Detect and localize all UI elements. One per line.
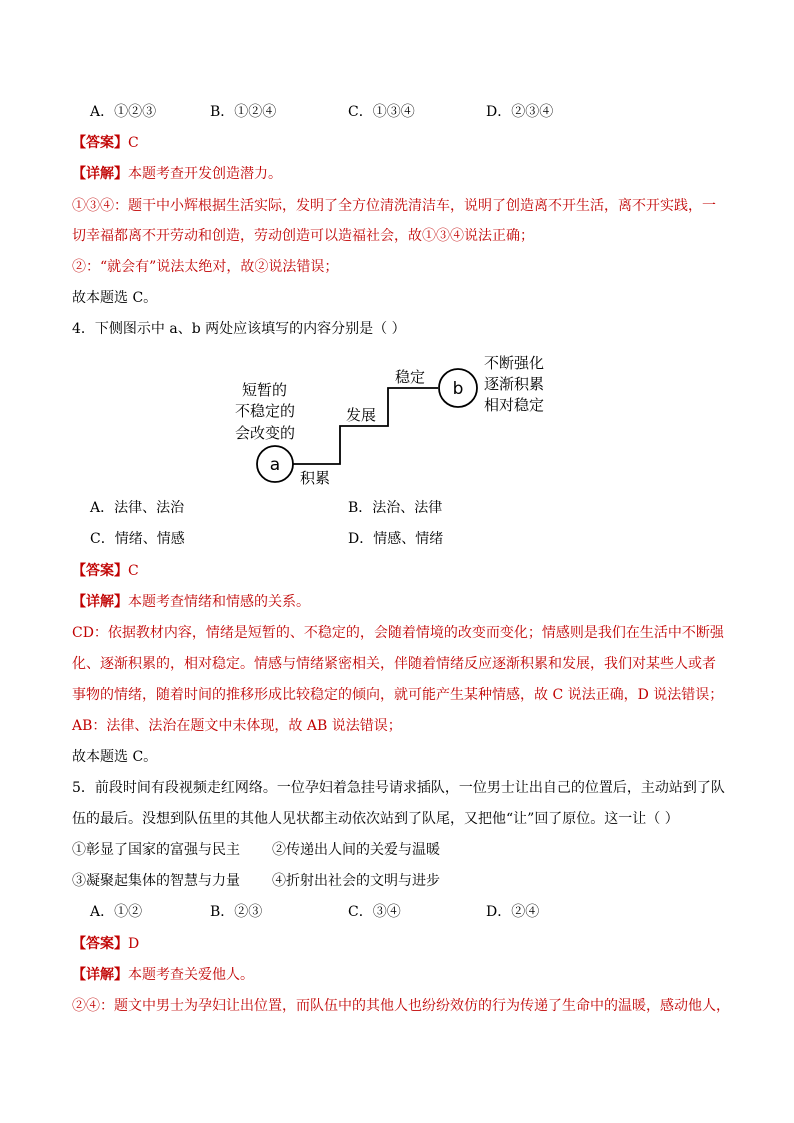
detail-tag: 【详解】: [72, 967, 128, 983]
right-text-line: 相对稳定: [484, 396, 545, 414]
step-develop-label: 发展: [346, 406, 377, 424]
q5-statement-1: ①彰显了国家的富强与民主: [72, 842, 240, 858]
q5-statement-3: ③凝聚起集体的智慧与力量: [72, 873, 240, 889]
detail-text: 本题考查关爱他人。: [128, 967, 254, 983]
answer-tag: 【答案】: [72, 563, 128, 579]
q4-option-d: D．情感、情绪: [348, 531, 444, 547]
node-b-label: b: [452, 379, 464, 399]
q3-answer: [72, 133, 139, 153]
answer-tag: 【答案】: [72, 936, 128, 952]
q4-stem: 4．下侧图示中 a、b 两处应该填写的内容分别是（ ）: [72, 321, 406, 337]
answer-value: C: [128, 563, 139, 579]
left-text-line: 不稳定的: [235, 402, 296, 420]
q4-option-b: B．法治、法律: [348, 500, 443, 516]
q4-option-a: A．法律、法治: [90, 500, 185, 516]
q4-diagram: [220, 348, 570, 488]
q5-statement-2: ②传递出人间的关爱与温暖: [272, 842, 440, 858]
answer-value: C: [128, 135, 139, 151]
q4-explanation-line: CD：依据教材内容，情绪是短暂的、不稳定的，会随着情境的改变而变化；情感则是我们在生活中不断强: [72, 625, 724, 641]
q4-option-c: C．情绪、情感: [90, 531, 185, 547]
q5-detail: [72, 965, 254, 985]
q3-option-a: A．①②③: [90, 104, 157, 120]
q5-option-b: B．②③: [210, 904, 263, 920]
q3-explanation-line: ②：“就会有”说法太绝对，故②说法错误；: [72, 259, 339, 275]
q3-explanation-line: 切幸福都离不开劳动和创造，劳动创造可以造福社会，故①③④说法正确；: [72, 228, 534, 244]
left-text-line: 短暂的: [242, 381, 288, 399]
q4-answer: [72, 561, 139, 581]
q3-option-b: B．①②④: [210, 104, 277, 120]
q3-option-d: D．②③④: [486, 104, 554, 120]
q3-detail: [72, 164, 282, 184]
detail-tag: 【详解】: [72, 166, 128, 182]
answer-value: D: [128, 936, 140, 952]
q4-explanation-line: 化、逐渐积累的，相对稳定。情感与情绪紧密相关，伴随着情绪反应逐渐积累和发展，我们对某些人或者: [72, 656, 716, 672]
detail-tag: 【详解】: [72, 594, 128, 610]
q3-conclusion: 故本题选 C。: [72, 290, 158, 306]
q5-explanation-line: ②④：题文中男士为孕妇让出位置，而队伍中的其他人也纷纷效仿的行为传递了生命中的温暖，感动他人，: [72, 998, 730, 1014]
q3-option-c: C．①③④: [348, 104, 415, 120]
q5-option-d: D．②④: [486, 904, 540, 920]
q5-option-a: A．①②: [90, 904, 143, 920]
detail-text: 本题考查情绪和情感的关系。: [128, 594, 310, 610]
q5-answer: [72, 934, 139, 954]
q3-explanation-line: ①③④：题干中小辉根据生活实际，发明了全方位清洗清洁车，说明了创造离不开生活，离不开实践，一: [72, 198, 716, 214]
q5-stem-line: 伍的最后。没想到队伍里的其他人见状都主动依次站到了队尾，又把他“让”回了原位。这一让（ ）: [72, 811, 679, 827]
step-accumulate-label: 积累: [300, 469, 331, 487]
q4-explanation-line: 事物的情绪，随着时间的推移形成比较稳定的倾向，就可能产生某种情感，故 C 说法正确，D 说法错误；: [72, 687, 724, 703]
right-text-line: 逐渐积累: [484, 375, 545, 393]
q5-option-c: C．③④: [348, 904, 401, 920]
answer-tag: 【答案】: [72, 135, 128, 151]
q5-statement-4: ④折射出社会的文明与进步: [272, 873, 440, 889]
node-a-label: a: [269, 455, 281, 475]
q4-detail: [72, 592, 310, 612]
q4-conclusion: 故本题选 C。: [72, 749, 158, 765]
step-stable-label: 稳定: [395, 368, 426, 386]
left-text-line: 会改变的: [235, 424, 296, 442]
staircase-line: [293, 388, 438, 464]
q5-stem-line: 5．前段时间有段视频走红网络。一位孕妇着急挂号请求插队，一位男士让出自己的位置后，主动站到了队: [72, 780, 725, 796]
detail-text: 本题考查开发创造潜力。: [128, 166, 282, 182]
q4-explanation-line: AB：法律、法治在题文中未体现，故 AB 说法错误；: [72, 718, 402, 734]
right-text-line: 不断强化: [484, 354, 545, 372]
